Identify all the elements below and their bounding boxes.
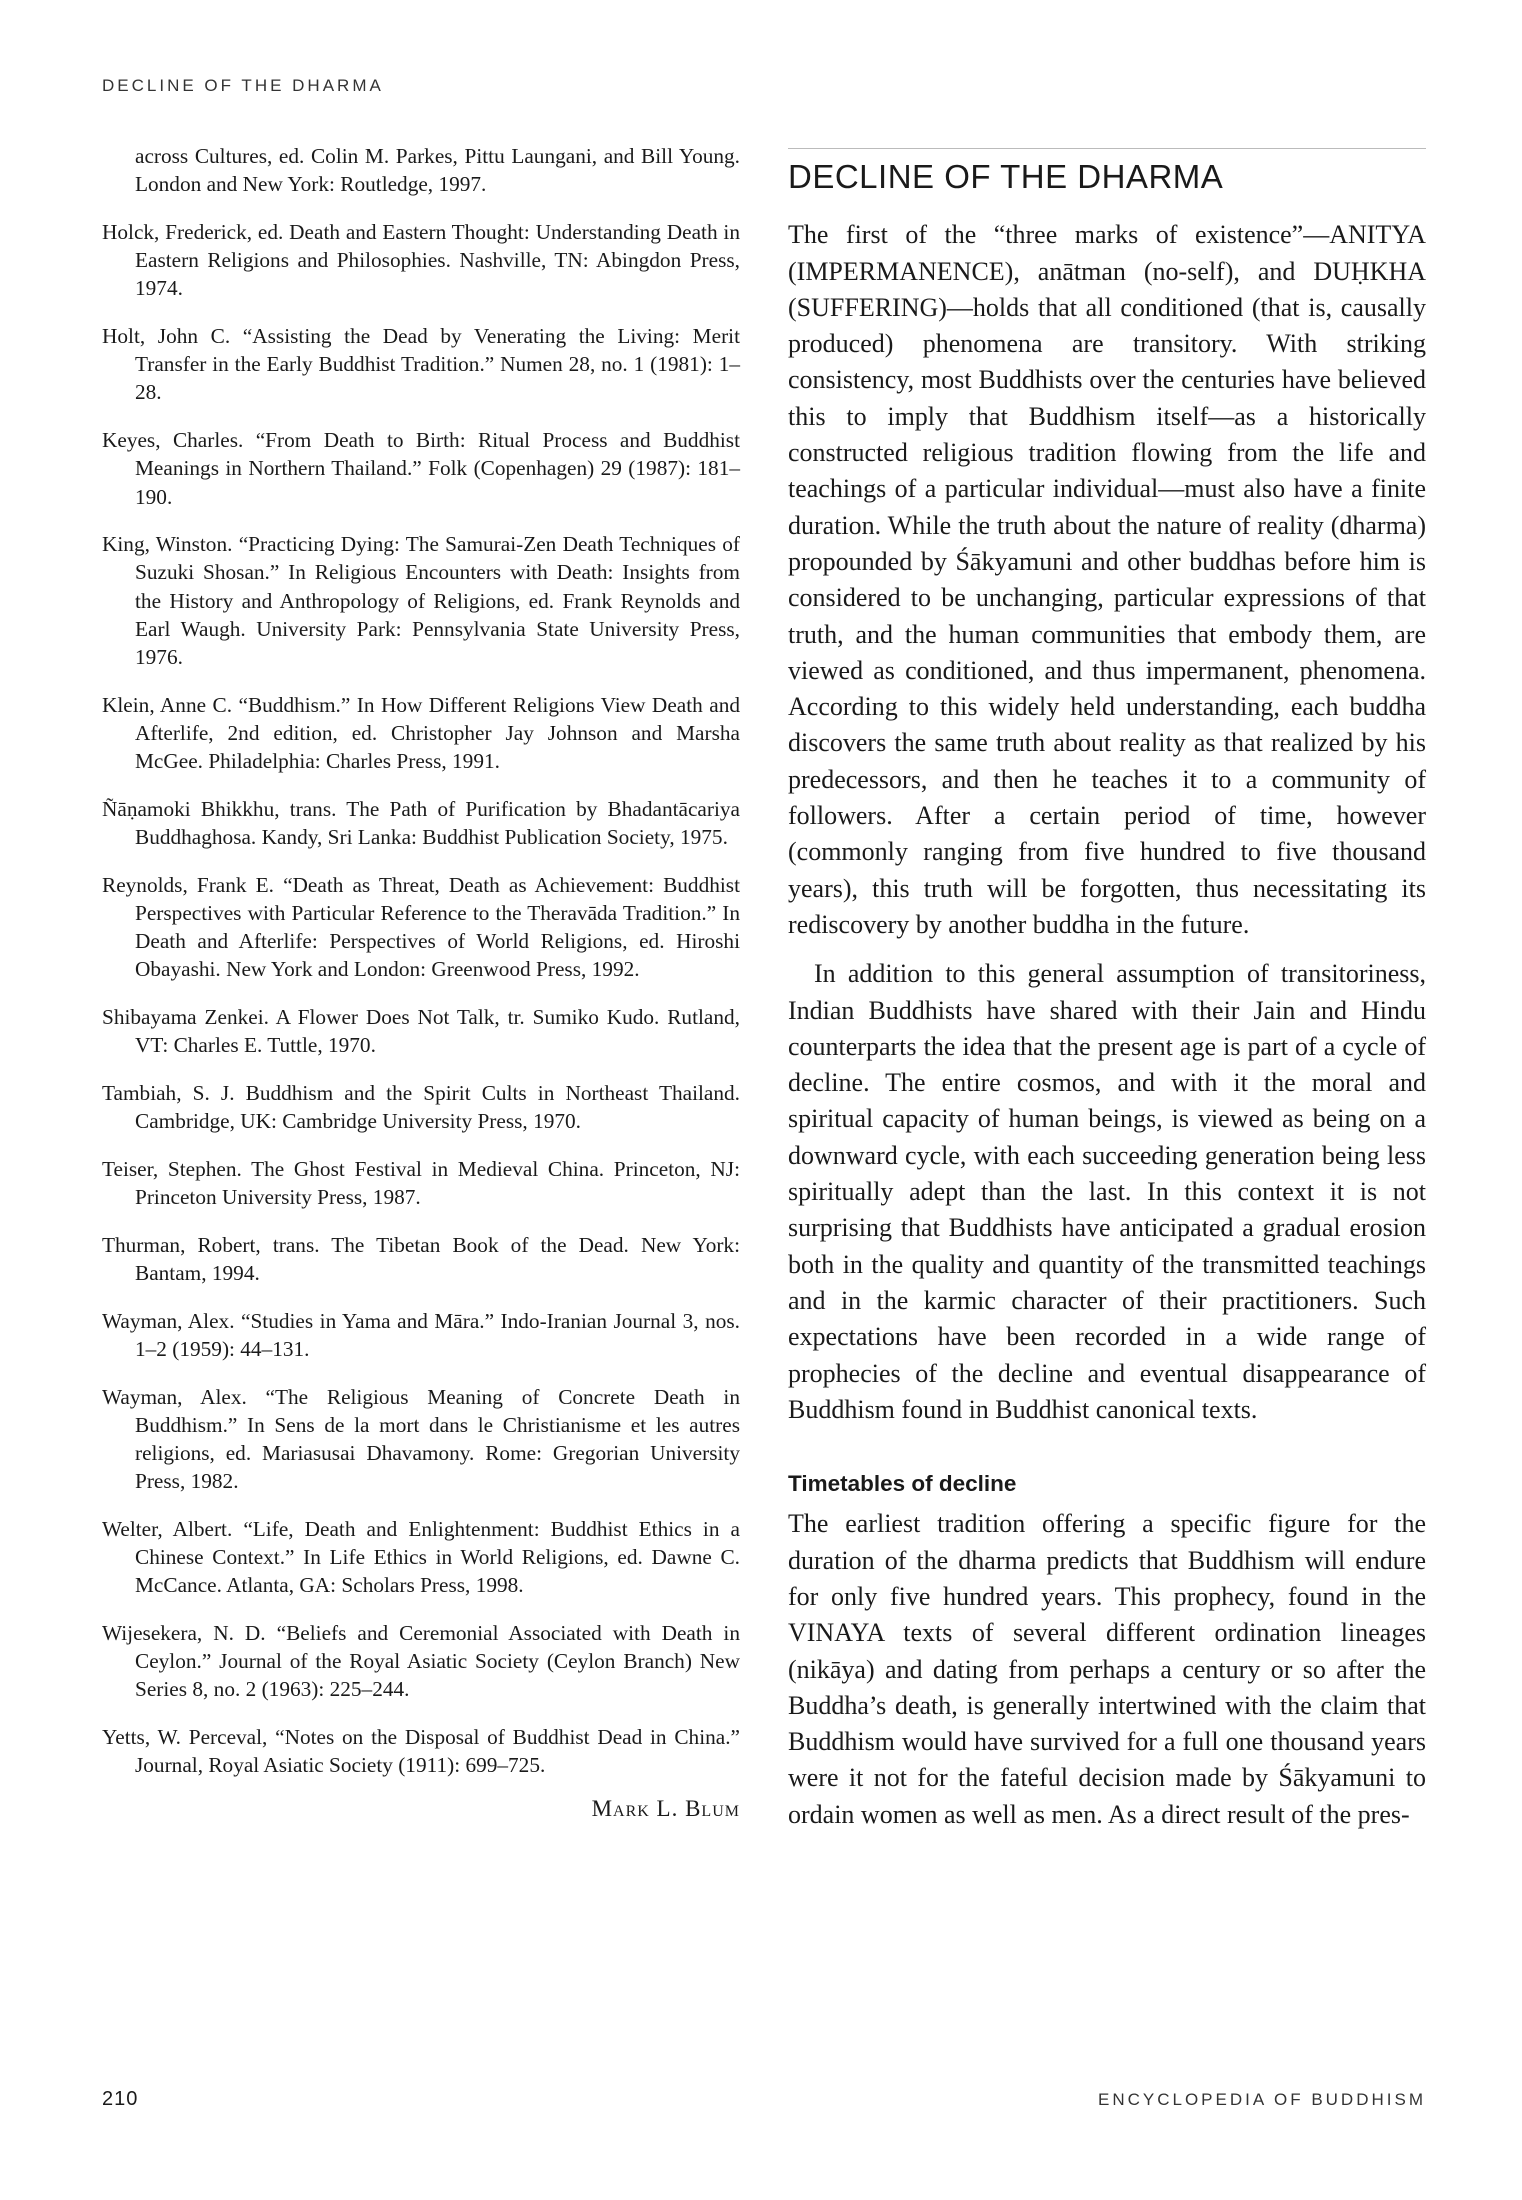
bibliography-entry: Thurman, Robert, trans. The Tibetan Book of the Dead. New York: Bantam, 1994. [102, 1232, 740, 1285]
body-paragraph: The first of the “three marks of existence”—ANITYA (IMPERMANENCE), anātman (no-self), and DUḤKHA (SUFFERING)—holds that all conditioned (that is, causally produced) phenomena are transitory. With striking consistency, most Buddhists over the centuries have believed this to imply that Buddhism itself—as a historically constructed religious tradition flowing from the life and teachings of a particular individual—must also have a finite duration. While the truth about the nature of reality (dharma) propounded by Śākyamuni and other buddhas before him is considered to be unchanging, particular expressions of that truth, and the human communities that embody them, are viewed as conditioned, and thus impermanent, phenomena. According to this widely held understanding, each buddha discovers the same truth about reality as that realized by his predecessors, and then he teaches it to a community of followers. After a certain period of time, however (commonly ranging from five hundred to five thousand years), this truth will be forgotten, thus necessitating its rediscovery by another buddha in the future. [788, 220, 1426, 939]
title-rule [788, 148, 1426, 149]
bibliography-entry: Holt, John C. “Assisting the Dead by Venerating the Living: Merit Transfer in the Early Buddhist Tradition.” Numen 28, no. 1 (1981): 1–28. [102, 324, 740, 405]
article [788, 148, 1426, 1833]
bibliography-entry: Klein, Anne C. “Buddhism.” In How Different Religions View Death and Afterlife, 2nd edition, ed. Christopher Jay Johnson and Marsha McGee. Philadelphia: Charles Press, 1991. [102, 692, 740, 774]
bibliography-entry: Wayman, Alex. “The Religious Meaning of Concrete Death in Buddhism.” In Sens de la mort dans le Christianisme et les autres religions, ed. Mariasusai Dhavamony. Rome: Gregorian University Press, 1982. [102, 1384, 740, 1494]
running-head: DECLINE OF THE DHARMA [102, 76, 384, 95]
bibliography-entry: Keyes, Charles. “From Death to Birth: Ritual Process and Buddhist Meanings in Northern Thailand.” Folk (Copenhagen) 29 (1987): 181–190. [102, 428, 740, 509]
article-author: Mark L. Blum [591, 1796, 740, 1822]
article-title: DECLINE OF THE DHARMA [788, 158, 1224, 195]
body-paragraph: The earliest tradition offering a specific figure for the duration of the dharma predicts that Buddhism will endure for only five hundred years. This prophecy, found in the VINAYA texts of several different ordination lineages (nikāya) and dating from perhaps a century or so after the Buddha’s death, is generally intertwined with the claim that Buddhism would have survived for a full one thousand years were it not for the fateful decision made by Śākyamuni to ordain women as well as men. As a direct result of the pres- [788, 1509, 1426, 1829]
bibliography-entry: across Cultures, ed. Colin M. Parkes, Pittu Laungani, and Bill Young. London and New York: Routledge, 1997. [135, 144, 740, 197]
bibliography-entry: Welter, Albert. “Life, Death and Enlightenment: Buddhist Ethics in a Chinese Context.” In Life Ethics in World Religions, ed. Dawne C. McCance. Atlanta, GA: Scholars Press, 1998. [102, 1516, 740, 1598]
running-foot: ENCYCLOPEDIA OF BUDDHISM [1098, 2090, 1426, 2109]
bibliography-entry: Holck, Frederick, ed. Death and Eastern Thought: Understanding Death in Eastern Religions and Philosophies. Nashville, TN: Abingdon Press, 1974. [102, 219, 740, 301]
body-paragraph: In addition to this general assumption of transitoriness, Indian Buddhists have shared with their Jain and Hindu counterparts the idea that the present age is part of a cycle of decline. The entire cosmos, and with it the moral and spiritual capacity of human beings, is viewed as being on a downward cycle, with each succeeding generation being less spiritually adept than the last. In this context it is not surprising that Buddhists have anticipated a gradual erosion both in the quality and quantity of the transmitted teachings and in the karmic character of their practitioners. Such expectations have been recorded in a wide range of prophecies of the decline and eventual disappearance of Buddhism found in Buddhist canonical texts. [788, 959, 1426, 1424]
bibliography-entry: King, Winston. “Practicing Dying: The Samurai-Zen Death Techniques of Suzuki Shosan.” In Religious Encounters with Death: Insights from the History and Anthropology of Religions, ed. Frank Reynolds and Earl Waugh. University Park: Pennsylvania State University Press, 1976. [102, 532, 740, 670]
bibliography-entry: Wijesekera, N. D. “Beliefs and Ceremonial Associated with Death in Ceylon.” Journal of the Royal Asiatic Society (Ceylon Branch) New Series 8, no. 2 (1963): 225–244. [102, 1621, 740, 1702]
bibliography-entry: Yetts, W. Perceval, “Notes on the Disposal of Buddhist Dead in China.” Journal, Royal Asiatic Society (1911): 699–725. [102, 1725, 740, 1778]
page-number: 210 [102, 2088, 139, 2110]
bibliography-entry: Wayman, Alex. “Studies in Yama and Māra.” Indo-Iranian Journal 3, nos. 1–2 (1959): 44–131. [102, 1308, 740, 1361]
bibliography [102, 142, 740, 1823]
section-heading: Timetables of decline [788, 1471, 1017, 1497]
bibliography-entry: Ñāṇamoki Bhikkhu, trans. The Path of Purification by Bhadantācariya Buddhaghosa. Kandy, Sri Lanka: Buddhist Publication Society, 1975. [102, 796, 740, 850]
bibliography-entry: Tambiah, S. J. Buddhism and the Spirit Cults in Northeast Thailand. Cambridge, UK: Cambridge University Press, 1970. [102, 1080, 740, 1134]
bibliography-entry: Teiser, Stephen. The Ghost Festival in Medieval China. Princeton, NJ: Princeton University Press, 1987. [102, 1156, 740, 1210]
bibliography-entry: Reynolds, Frank E. “Death as Threat, Death as Achievement: Buddhist Perspectives with Particular Reference to the Theravāda Tradition.” In Death and Afterlife: Perspectives of World Religions, ed. Hiroshi Obayashi. New York and London: Greenwood Press, 1992. [102, 872, 740, 982]
bibliography-entry: Shibayama Zenkei. A Flower Does Not Talk, tr. Sumiko Kudo. Rutland, VT: Charles E. Tuttle, 1970. [102, 1005, 740, 1058]
